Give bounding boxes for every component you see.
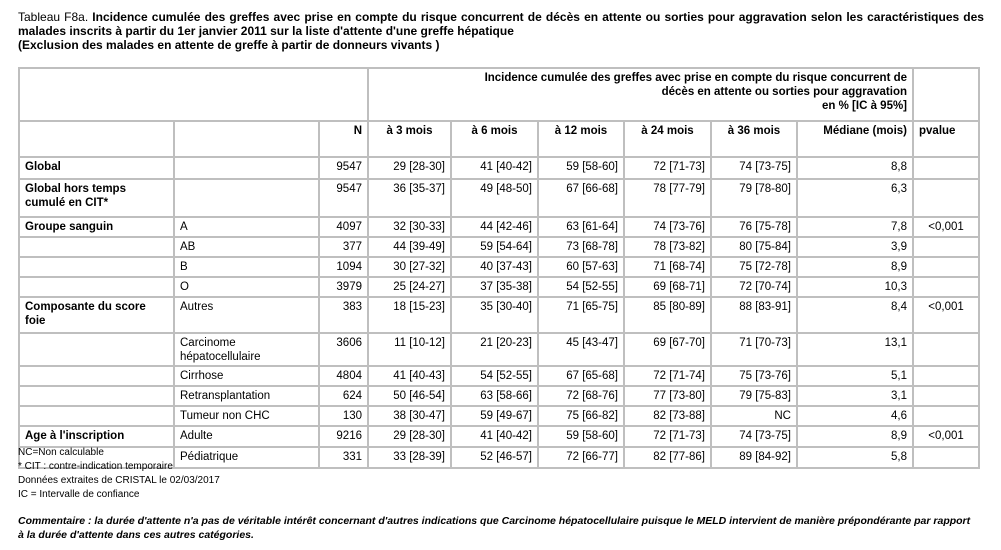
table-cell: 8,8 [797, 157, 913, 179]
table-cell: 63 [58-66] [451, 386, 538, 406]
table-title [18, 10, 984, 38]
column-header [174, 121, 319, 157]
row-category [19, 277, 174, 297]
table-cell: 75 [66-82] [538, 406, 624, 426]
column-header: à 24 mois [624, 121, 711, 157]
table-cell: 72 [66-77] [538, 447, 624, 468]
table-cell: NC [711, 406, 797, 426]
footnote: * CIT : contre-indication temporaire [18, 461, 173, 472]
column-header: à 3 mois [368, 121, 451, 157]
table-cell: 9547 [319, 179, 368, 217]
table-title-text: Incidence cumulée des greffes avec prise en compte du risque concurrent de décès en attente ou sorties pour aggravation selon les caractéristiques des malades inscrits à partir du 1er janvier 2011 sur la liste d'attente d'une greffe hépatique [18, 10, 984, 38]
table-cell: 77 [73-80] [624, 386, 711, 406]
table-row [19, 426, 979, 447]
header-empty-cell [19, 68, 368, 121]
table-cell: 9216 [319, 426, 368, 447]
table-cell: 35 [30-40] [451, 297, 538, 333]
group-header-row [19, 68, 979, 121]
table-cell: 4804 [319, 366, 368, 386]
table-cell: 67 [65-68] [538, 366, 624, 386]
row-subcategory [174, 179, 319, 217]
table-cell: 3,9 [797, 237, 913, 257]
table-cell: 72 [71-73] [624, 426, 711, 447]
group-header-line: décès en attente ou sorties pour aggravation [661, 86, 908, 98]
table-cell: 74 [73-76] [624, 217, 711, 237]
table-cell: 59 [58-60] [538, 426, 624, 447]
column-header: pvalue [913, 121, 979, 157]
table-row [19, 217, 979, 237]
row-category [19, 366, 174, 386]
table-cell: 25 [24-27] [368, 277, 451, 297]
table-cell: 50 [46-54] [368, 386, 451, 406]
table-cell: 69 [67-70] [624, 333, 711, 366]
table-cell: 36 [35-37] [368, 179, 451, 217]
table-cell: 45 [43-47] [538, 333, 624, 366]
table-cell: 72 [70-74] [711, 277, 797, 297]
row-subcategory: A [174, 217, 319, 237]
table-cell: 72 [71-73] [624, 157, 711, 179]
table-cell: 8,4 [797, 297, 913, 333]
table-cell: 4,6 [797, 406, 913, 426]
table-cell: 3606 [319, 333, 368, 366]
table-cell: 33 [28-39] [368, 447, 451, 468]
column-header: N [319, 121, 368, 157]
column-header-row [19, 121, 979, 157]
row-category: Global [19, 157, 174, 179]
row-category: Global hors temps cumulé en CIT* [19, 179, 174, 217]
data-table [18, 67, 980, 469]
table-cell: 21 [20-23] [451, 333, 538, 366]
table-cell: 5,1 [797, 366, 913, 386]
table-cell: 130 [319, 406, 368, 426]
group-header-line: Incidence cumulée des greffes avec prise en compte du risque concurrent de [484, 72, 908, 84]
table-cell: 32 [30-33] [368, 217, 451, 237]
table-cell: 3979 [319, 277, 368, 297]
table-cell: 8,9 [797, 426, 913, 447]
table-label: Tableau F8a. [18, 10, 89, 24]
table-cell: 4097 [319, 217, 368, 237]
table-cell: 82 [73-88] [624, 406, 711, 426]
table-cell: 71 [65-75] [538, 297, 624, 333]
column-header: à 36 mois [711, 121, 797, 157]
table-cell: 377 [319, 237, 368, 257]
row-subcategory: Autres [174, 297, 319, 333]
row-category [19, 406, 174, 426]
table-cell: 85 [80-89] [624, 297, 711, 333]
table-cell [913, 366, 979, 386]
row-subcategory: Cirrhose [174, 366, 319, 386]
table-row [19, 297, 979, 333]
table-cell: 72 [71-74] [624, 366, 711, 386]
row-category: Groupe sanguin [19, 217, 174, 237]
table-cell: 54 [52-55] [451, 366, 538, 386]
table-cell: 38 [30-47] [368, 406, 451, 426]
table-cell: 383 [319, 297, 368, 333]
row-subcategory: Pédiatrique [174, 447, 319, 468]
table-cell: 624 [319, 386, 368, 406]
row-subcategory: Tumeur non CHC [174, 406, 319, 426]
table-cell [913, 386, 979, 406]
column-header [19, 121, 174, 157]
table-cell: 59 [58-60] [538, 157, 624, 179]
table-cell: 29 [28-30] [368, 157, 451, 179]
table-cell: 30 [27-32] [368, 257, 451, 277]
table-cell: 10,3 [797, 277, 913, 297]
table-cell: 59 [49-67] [451, 406, 538, 426]
row-subcategory: Carcinome hépatocellulaire [174, 333, 319, 366]
table-row [19, 366, 979, 386]
row-subcategory: Retransplantation [174, 386, 319, 406]
table-cell [913, 333, 979, 366]
table-row [19, 386, 979, 406]
table-cell: 76 [75-78] [711, 217, 797, 237]
table-cell: <0,001 [913, 217, 979, 237]
table-row [19, 277, 979, 297]
footnote: Données extraites de CRISTAL le 02/03/2017 [18, 475, 220, 486]
table-cell: 11 [10-12] [368, 333, 451, 366]
table-cell: 69 [68-71] [624, 277, 711, 297]
row-category [19, 386, 174, 406]
table-cell: 44 [39-49] [368, 237, 451, 257]
table-cell [913, 277, 979, 297]
row-category [19, 257, 174, 277]
table-cell: 78 [77-79] [624, 179, 711, 217]
table-cell [913, 406, 979, 426]
table-cell [913, 237, 979, 257]
table-cell [913, 447, 979, 468]
table-cell: 331 [319, 447, 368, 468]
table-cell: 79 [78-80] [711, 179, 797, 217]
table-row [19, 406, 979, 426]
column-header: à 6 mois [451, 121, 538, 157]
table-cell: 88 [83-91] [711, 297, 797, 333]
table-cell: 54 [52-55] [538, 277, 624, 297]
table-cell: 71 [68-74] [624, 257, 711, 277]
group-header-cell [368, 68, 913, 121]
table-row [19, 333, 979, 366]
table-cell: 89 [84-92] [711, 447, 797, 468]
table-cell: 1094 [319, 257, 368, 277]
table-row [19, 157, 979, 179]
table-cell: 71 [70-73] [711, 333, 797, 366]
comment: Commentaire : la durée d'attente n'a pas de véritable intérêt concernant d'autres indications que Carcinome hépatocellulaire puisque le MELD intervient de manière prépondérante par rapport à la durée d'attente dans ces autres catégories. [18, 515, 971, 541]
table-cell: 41 [40-43] [368, 366, 451, 386]
table-row [19, 257, 979, 277]
table-cell: 59 [54-64] [451, 237, 538, 257]
table-cell: 74 [73-75] [711, 426, 797, 447]
table-cell: 74 [73-75] [711, 157, 797, 179]
row-subcategory: O [174, 277, 319, 297]
table-cell: 78 [73-82] [624, 237, 711, 257]
table-cell: 6,3 [797, 179, 913, 217]
table-cell [913, 257, 979, 277]
table-cell [913, 157, 979, 179]
table-cell: 82 [77-86] [624, 447, 711, 468]
row-subcategory: B [174, 257, 319, 277]
footnote: NC=Non calculable [18, 447, 104, 458]
column-header: Médiane (mois) [797, 121, 913, 157]
table-cell: 7,8 [797, 217, 913, 237]
group-header-line: en % [IC à 95%] [822, 100, 908, 112]
row-subcategory: Adulte [174, 426, 319, 447]
table-cell: 60 [57-63] [538, 257, 624, 277]
table-cell: 13,1 [797, 333, 913, 366]
column-header: à 12 mois [538, 121, 624, 157]
table-row [19, 237, 979, 257]
row-category: Composante du score foie [19, 297, 174, 333]
table-cell: 52 [46-57] [451, 447, 538, 468]
table-cell: 80 [75-84] [711, 237, 797, 257]
table-row [19, 179, 979, 217]
table-cell: 40 [37-43] [451, 257, 538, 277]
table-cell: 41 [40-42] [451, 157, 538, 179]
row-subcategory: AB [174, 237, 319, 257]
table-cell [913, 179, 979, 217]
table-cell: 44 [42-46] [451, 217, 538, 237]
table-cell: 75 [73-76] [711, 366, 797, 386]
header-empty-cell [913, 68, 979, 121]
table-cell: 49 [48-50] [451, 179, 538, 217]
row-category [19, 333, 174, 366]
row-category [19, 237, 174, 257]
table-cell: 67 [66-68] [538, 179, 624, 217]
table-cell: 41 [40-42] [451, 426, 538, 447]
table-cell: 9547 [319, 157, 368, 179]
table-cell: 75 [72-78] [711, 257, 797, 277]
table-cell: 29 [28-30] [368, 426, 451, 447]
table-cell: 79 [75-83] [711, 386, 797, 406]
table-cell: <0,001 [913, 297, 979, 333]
table-subtitle: (Exclusion des malades en attente de greffe à partir de donneurs vivants ) [18, 38, 440, 52]
table-cell: 73 [68-78] [538, 237, 624, 257]
table-cell: 3,1 [797, 386, 913, 406]
footnote: IC = Intervalle de confiance [18, 489, 140, 500]
table-cell: 8,9 [797, 257, 913, 277]
table-cell: 63 [61-64] [538, 217, 624, 237]
table-cell: 5,8 [797, 447, 913, 468]
row-subcategory [174, 157, 319, 179]
table-cell: 18 [15-23] [368, 297, 451, 333]
row-category: Age à l'inscription [19, 426, 174, 447]
table-cell: 37 [35-38] [451, 277, 538, 297]
table-cell: 72 [68-76] [538, 386, 624, 406]
table-cell: <0,001 [913, 426, 979, 447]
